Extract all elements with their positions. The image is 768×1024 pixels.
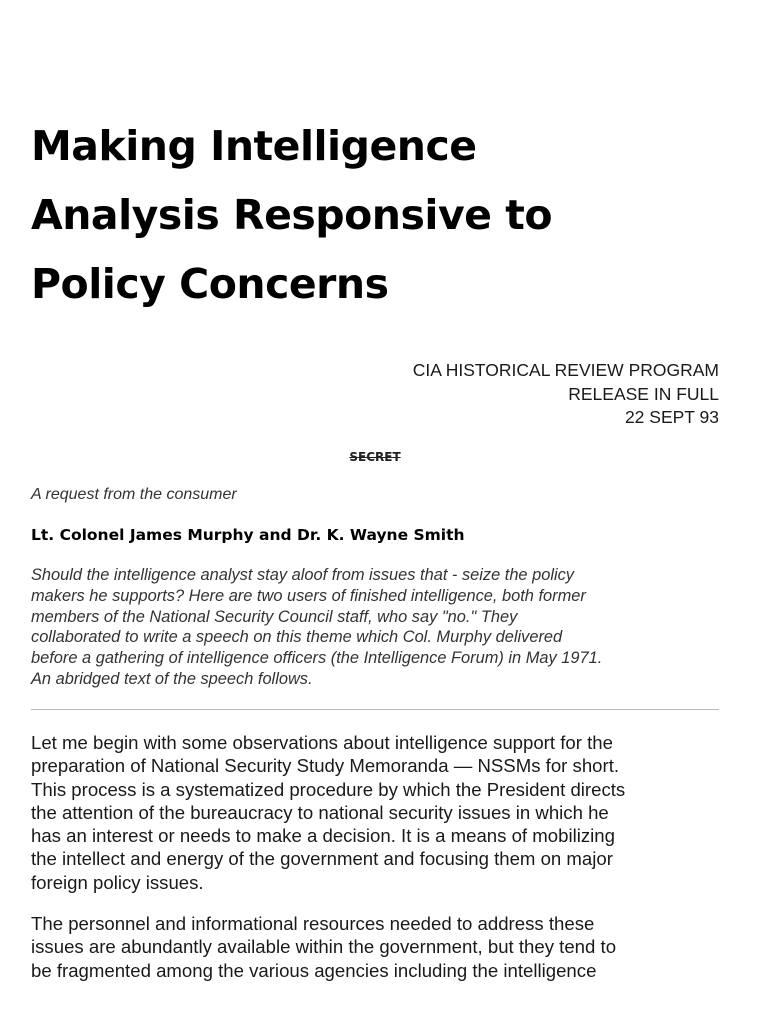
body-line: preparation of National Security Study Memoranda — NSSMs for short. (31, 755, 620, 777)
body-line: foreign policy issues. (31, 871, 204, 893)
section-divider (31, 709, 719, 710)
body-line: issues are abundantly available within the government, but they tend to (31, 936, 617, 958)
release-line: RELEASE IN FULL (568, 383, 719, 404)
body-line: the intellect and energy of the government and focusing them on major (31, 848, 613, 870)
article-abstract (31, 565, 719, 690)
body-line: be fragmented among the various agencies including the intelligence (31, 959, 597, 981)
release-date: 22 SEPT 93 (624, 407, 719, 427)
abstract-line: before a gathering of intelligence officers (the Intelligence Forum) in May 1971. (31, 649, 603, 668)
body-paragraph (31, 912, 719, 982)
abstract-line: collaborated to write a speech on this theme which Col. Murphy delivered (31, 628, 563, 647)
body-line: This process is a systematized procedure by which the President directs (31, 778, 626, 800)
body-line: The personnel and informational resources needed to address these (31, 913, 595, 934)
article-authors: Lt. Colonel James Murphy and Dr. K. Wayne Smith (31, 526, 465, 544)
title-line: Making Intelligence (31, 122, 477, 170)
body-paragraph (31, 731, 719, 894)
abstract-line: Should the intelligence analyst stay aloof from issues that - seize the policy (31, 566, 575, 584)
release-line: CIA HISTORICAL REVIEW PROGRAM (412, 360, 719, 380)
article-kicker: A request from the consumer (31, 486, 237, 503)
body-line: Let me begin with some observations about intelligence support for the (31, 732, 613, 753)
abstract-line: makers he supports? Here are two users of finished intelligence, both former (31, 586, 586, 605)
title-line: Policy Concerns (31, 260, 389, 308)
article-title (31, 112, 719, 319)
abstract-line: An abridged text of the speech follows. (31, 669, 313, 688)
body-line: the attention of the bureaucracy to national security issues in which he (31, 801, 609, 823)
abstract-line: members of the National Security Council staff, who say "no." They (31, 607, 518, 626)
release-stamp (31, 359, 719, 430)
body-line: has an interest or needs to make a decision. It is a means of mobilizing (31, 825, 615, 847)
classification-marking: SECRET (349, 450, 401, 464)
title-line: Analysis Responsive to (31, 191, 553, 239)
